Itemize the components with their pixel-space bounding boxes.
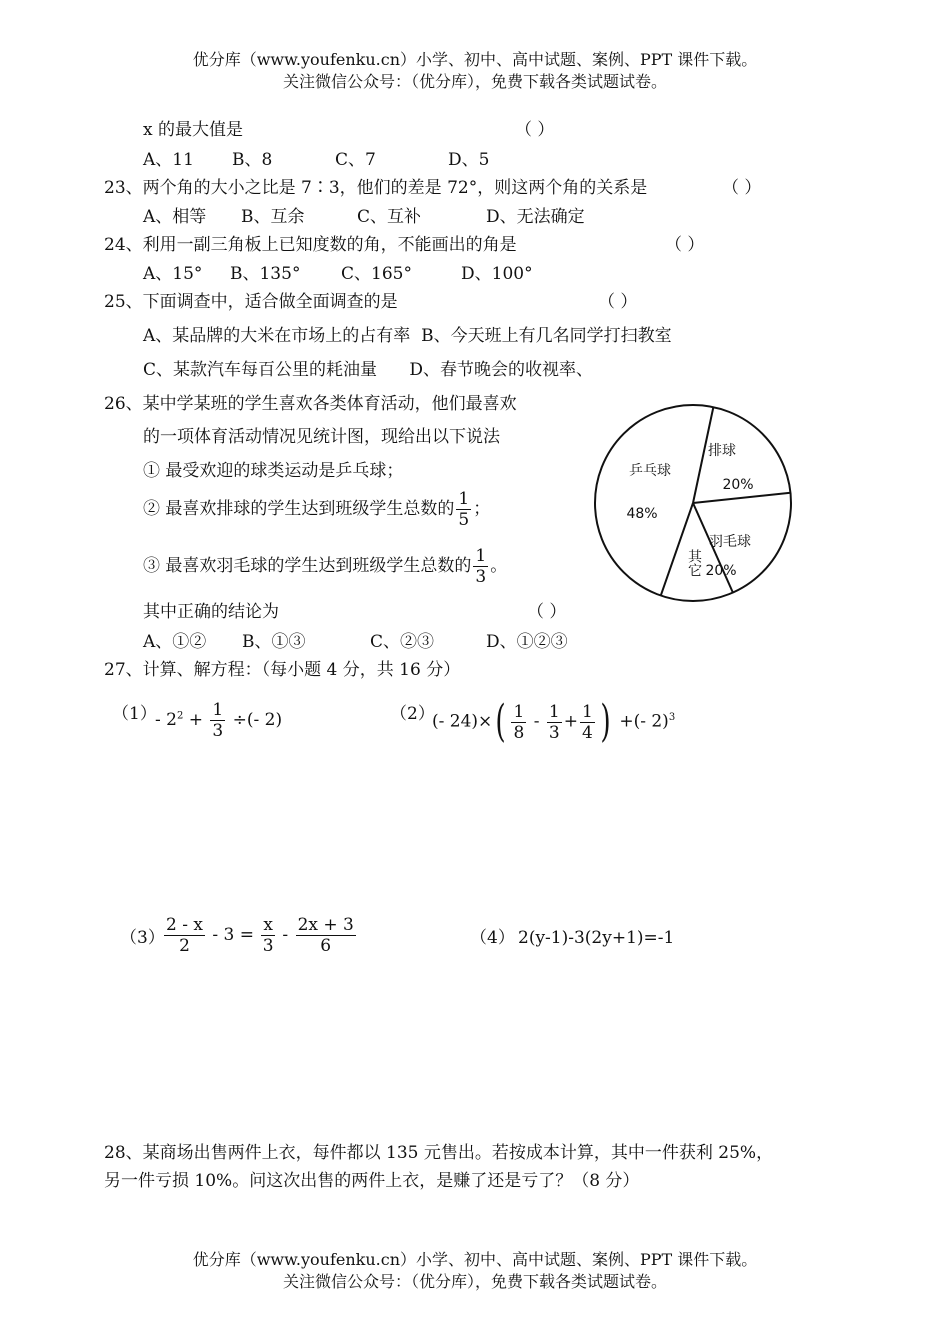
page-header-line1: 优分库（www.youfenku.cn）小学、初中、高中试题、案例、PPT 课件下载。 (192, 50, 758, 69)
pie-slice-value: 20% (705, 563, 737, 579)
q26-statement-2-end: ； (473, 499, 491, 519)
q26-statement-3-text: ③ 最喜欢羽毛球的学生达到班级学生总数的 (143, 556, 472, 576)
fraction-denominator: 3 (212, 721, 224, 741)
expr-tail: +(- 2) (619, 711, 669, 732)
q27-p4-equation: 2(y-1)-3(2y+1)=-1 (518, 928, 675, 948)
fraction-x-over-3 (261, 915, 275, 956)
expr-minus: - (533, 711, 540, 732)
q26-conclusion: 其中正确的结论为 (143, 602, 279, 622)
fraction-numerator: 1 (513, 701, 525, 722)
fraction-denominator: 2 (179, 936, 190, 956)
q25-stem: 25、下面调查中，适合做全面调查的是 (104, 292, 398, 312)
pie-slice-value: 20% (722, 477, 754, 493)
fraction-2x-plus-3-over-6 (296, 915, 356, 956)
left-paren: ( (495, 696, 507, 747)
fraction-one-third (547, 702, 562, 743)
q23-option-d: D、无法确定 (486, 207, 585, 227)
q22-option-d: D、5 (448, 150, 490, 170)
q26-option-d: D、①②③ (486, 632, 568, 652)
q23-option-a: A、相等 (143, 207, 207, 227)
right-paren: ) (600, 696, 611, 747)
q23-stem: 23、两个角的大小之比是 7∶3，他们的差是 72°，则这两个角的关系是 (104, 178, 648, 198)
fraction-numerator: 2x + 3 (297, 915, 354, 935)
q26-answer-paren: （ ） (527, 602, 567, 622)
q28-line2: 另一件亏损 10%。问这次出售的两件上衣，是赚了还是亏了？（8 分） (104, 1171, 640, 1191)
q25-answer-paren: （ ） (598, 292, 638, 312)
fraction-denominator: 3 (262, 936, 274, 956)
fraction-denominator: 5 (458, 510, 470, 530)
fraction-denominator: 4 (581, 722, 593, 743)
q24-option-b: B、135° (230, 264, 301, 284)
fraction-denominator: 3 (475, 567, 487, 587)
exponent: 2 (176, 710, 184, 722)
pie-slice-label: 乒乓球 (629, 463, 671, 479)
fraction-numerator: 1 (548, 701, 560, 722)
pie-slice-label: 其它 (686, 549, 702, 577)
q22-option-a: A、11 (143, 150, 194, 170)
expr-minus: - (282, 925, 289, 945)
fraction-numerator: 1 (212, 700, 224, 720)
q26-statement-2 (143, 489, 490, 530)
expr-plus: + (563, 711, 578, 732)
fraction-one-fifth (456, 489, 471, 530)
fraction-numerator: 1 (475, 546, 487, 566)
q27-p2-expression (432, 696, 676, 747)
q26-option-b: B、①③ (242, 632, 306, 652)
q26-statement-3-end: 。 (490, 556, 508, 576)
pie-slice-label: 排球 (708, 443, 736, 459)
page-footer-line2: 关注微信公众号：（优分库），免费下载各类试题试卷。 (282, 1272, 667, 1291)
q24-option-a: A、15° (143, 264, 203, 284)
page-footer-line1: 优分库（www.youfenku.cn）小学、初中、高中试题、案例、PPT 课件下载。 (192, 1250, 758, 1269)
q22-answer-paren: （ ） (515, 120, 555, 140)
fraction-one-third (210, 700, 225, 741)
q24-option-c: C、165° (341, 264, 412, 284)
q26-option-c: C、②③ (370, 632, 435, 652)
q27-p1-label: （1） (112, 704, 157, 724)
fraction-denominator: 8 (513, 722, 525, 743)
q25-options-line1: A、某品牌的大米在市场上的占有率 B、今天班上有几名同学打扫教室 (143, 326, 672, 346)
fraction-denominator: 3 (548, 722, 560, 743)
fraction-numerator: 2 - x (166, 915, 203, 935)
q24-answer-paren: （ ） (665, 235, 705, 255)
expr-mid: - 3 = (212, 925, 254, 945)
fraction-numerator: 1 (458, 489, 470, 509)
expr-plus: + (188, 710, 203, 730)
q25-options-line2: C、某款汽车每百公里的耗油量 D、春节晚会的收视率、 (143, 360, 594, 380)
q27-p3-label: （3） (120, 928, 165, 948)
q24-stem: 24、利用一副三角板上已知度数的角，不能画出的角是 (104, 235, 517, 255)
q26-stem-line1: 26、某中学某班的学生喜欢各类体育活动，他们最喜欢 (104, 394, 517, 414)
expr-lead: - 2 (155, 710, 177, 730)
q27-p3-equation (162, 915, 358, 956)
q27-stem: 27、计算、解方程：（每小题 4 分，共 16 分） (104, 660, 461, 680)
q28-line1: 28、某商场出售两件上衣，每件都以 135 元售出。若按成本计算，其中一件获利 25%， (104, 1143, 774, 1163)
fraction-one-quarter (580, 702, 595, 743)
exponent: 3 (668, 711, 676, 723)
q27-p4-label: （4） (470, 928, 515, 948)
q26-statement-3 (143, 546, 507, 587)
expr-tail: ÷(- 2) (232, 710, 283, 730)
q23-option-b: B、互余 (241, 207, 305, 227)
q27-p1-expression (155, 700, 282, 741)
fraction-one-third (473, 546, 488, 587)
q23-option-c: C、互补 (357, 207, 422, 227)
fraction-one-eighth (511, 702, 526, 743)
q27-p2-label: （2） (390, 704, 435, 724)
pie-chart (590, 400, 800, 610)
q24-option-d: D、100° (461, 264, 533, 284)
q26-statement-1: ① 最受欢迎的球类运动是乒乓球； (143, 461, 404, 481)
q23-answer-paren: （ ） (722, 178, 762, 198)
fraction-2-minus-x-over-2 (164, 915, 205, 956)
fraction-numerator: x (263, 915, 273, 935)
page-header-line2: 关注微信公众号：（优分库），免费下载各类试题试卷。 (282, 72, 667, 91)
q26-stem-line2: 的一项体育活动情况见统计图，现给出以下说法 (143, 427, 500, 447)
pie-slice-label: 羽毛球 (709, 534, 751, 550)
fraction-numerator: 1 (581, 701, 593, 722)
pie-slice-value: 48% (626, 506, 658, 522)
q26-statement-2-text: ② 最喜欢排球的学生达到班级学生总数的 (143, 499, 455, 519)
q22-stem: x 的最大值是 (143, 120, 243, 140)
q22-option-b: B、8 (232, 150, 273, 170)
fraction-denominator: 6 (320, 936, 332, 956)
q22-option-c: C、7 (335, 150, 376, 170)
expr-lead: (- 24)× (432, 711, 493, 732)
q26-option-a: A、①② (143, 632, 207, 652)
